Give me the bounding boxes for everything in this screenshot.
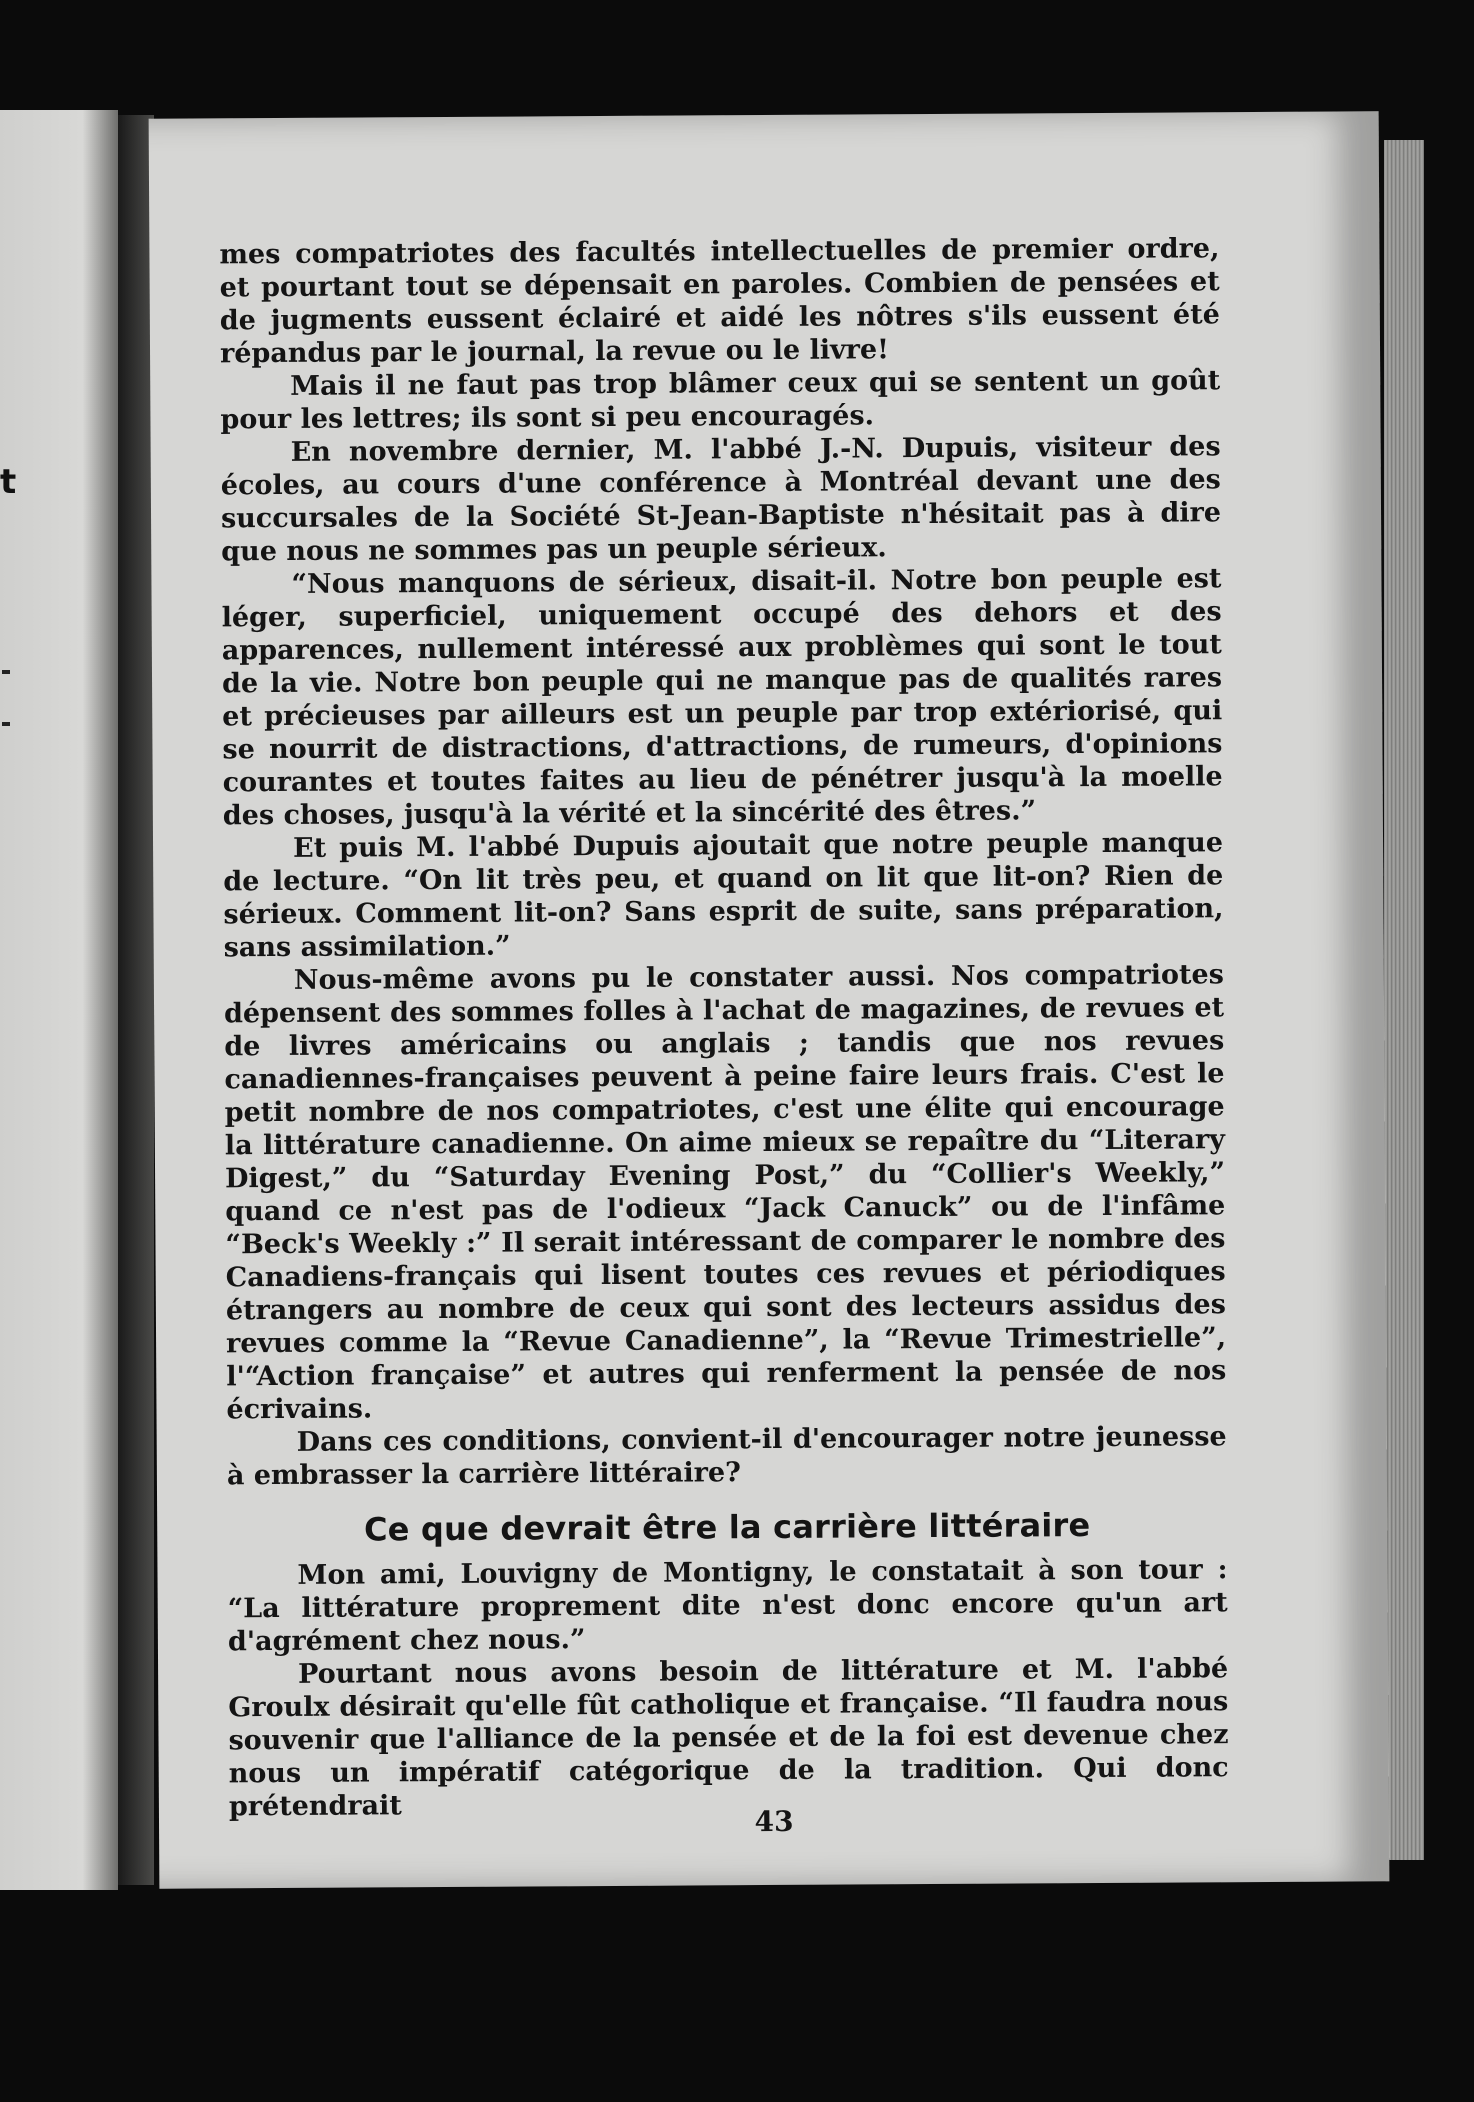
book-gutter xyxy=(118,115,154,1885)
page-edge xyxy=(1384,140,1424,1860)
paragraph-3: En novembre dernier, M. l'abbé J.-N. Dupuis, visiteur des écoles, au cours d'une conférence à Montréal devant une des succursales de la Société St-Jean-Baptiste n'hésitait pas à dire que nous ne sommes pas un peuple sérieux. xyxy=(220,431,1222,568)
paragraph-9: Pourtant nous avons besoin de littérature et M. l'abbé Groulx désirait qu'elle fût catholique et française. “Il faudra nous souvenir que l'alliance de la pensée et de la foi est devenue chez nous un impératif catégorique de la tradition. Qui donc prétendrait xyxy=(228,1653,1229,1823)
section-heading: Ce que devrait être la carrière littéraire xyxy=(363,1506,1091,1549)
paragraph-8: Mon ami, Louvigny de Montigny, le constatait à son tour : “La littérature proprement dite n'est donc encore qu'un art d'agrément chez nous.” xyxy=(227,1554,1228,1658)
paragraph-2: Mais il ne faut pas trop blâmer ceux qui se sentent un goût pour les lettres; ils sont si peu encouragés. xyxy=(220,365,1221,436)
left-page-mark xyxy=(2,722,10,726)
page-number: 43 xyxy=(754,1804,794,1839)
page-text xyxy=(219,232,1229,1823)
book-page xyxy=(149,111,1390,1888)
paragraph-7: Dans ces conditions, convient-il d'encourager notre jeunesse à embrasser la carrière littéraire? xyxy=(226,1421,1227,1492)
paragraph-1: mes compatriotes des facultés intellectuelles de premier ordre, et pourtant tout se dépensait en paroles. Combien de pensées et de jugments eussent éclairé et aidé les nôtres s'ils eussent été répandus par le journal, la revue ou le livre! xyxy=(219,233,1220,370)
left-page-letter: t xyxy=(0,462,17,502)
paragraph-4-quote: “Nous manquons de sérieux, disait-il. Notre bon peuple est léger, superficiel, uniquement occupé des dehors et des apparences, nullement intéressé aux problèmes qui sont le tout de la vie. Notre bon peuple qui ne manque pas de qualités rares et précieuses par ailleurs est un peuple par trop extériorisé, qui se nourrit de distractions, d'attractions, de rumeurs, d'opinions courantes et toutes faites au lieu de pénétrer jusqu'à la moelle des choses, jusqu'à la vérité et la sincérité des êtres.” xyxy=(221,563,1223,832)
paragraph-6: Nous-même avons pu le constater aussi. Nos compatriotes dépensent des sommes folles à l'achat de magazines, de revues et de livres américains ou anglais ; tandis que nos revues canadiennes-françaises peuvent à peine faire leurs frais. C'est le petit nombre de nos compatriotes, c'est une élite qui encourage la littérature canadienne. On aime mieux se repaître du “Literary Digest,” du “Saturday Evening Post,” du “Collier's Weekly,” quand ce n'est pas de l'odieux “Jack Canuck” ou de l'infâme “Beck's Weekly :” Il serait intéressant de comparer le nombre des Canadiens-français qui lisent toutes ces revues et périodiques étrangers au nombre de ceux qui sont des lecteurs assidus des revues comme la “Revue Canadienne”, la “Revue Trimestrielle”, l'“Action française” et autres qui renferment la pensée de nos écrivains. xyxy=(223,959,1227,1426)
paragraph-5: Et puis M. l'abbé Dupuis ajoutait que notre peuple manque de lecture. “On lit très peu, et quand on lit que lit-on? Rien de sérieux. Comment lit-on? Sans esprit de suite, sans préparation, sans assimilation.” xyxy=(223,827,1224,964)
left-page-mark xyxy=(2,670,10,674)
left-facing-page xyxy=(0,110,118,1890)
